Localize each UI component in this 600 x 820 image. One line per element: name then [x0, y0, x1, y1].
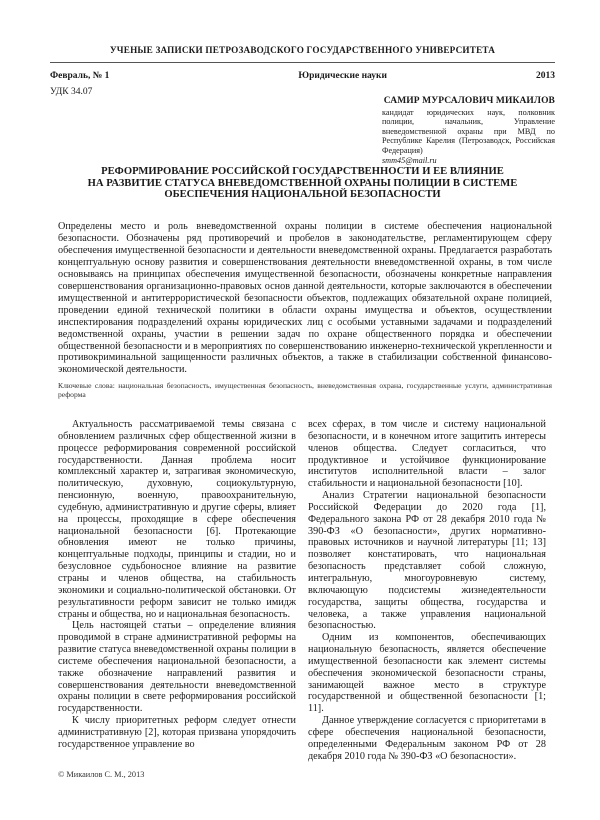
- author-email[interactable]: smm45@mail.ru: [382, 155, 437, 165]
- paragraph: Одним из компонентов, обеспечивающих национальную безопасность, является обеспечение имущественной безопасности как элемент системы обеспечения экономической безопасности страны, занимающей важное место в структуре государственной и общественной безопасности [1; 11].: [308, 632, 546, 715]
- section-name: Юридические науки: [298, 71, 388, 81]
- issue-info-row: [50, 71, 555, 81]
- keywords: Ключевые слова: национальная безопасность, имущественная безопасность, вневедомственная охрана, государственные услуги, административная реформа: [58, 381, 552, 400]
- body-column-right: [308, 419, 546, 762]
- title-line: ОБЕСПЕЧЕНИЯ НАЦИОНАЛЬНОЙ БЕЗОПАСНОСТИ: [164, 189, 441, 201]
- title-line: РЕФОРМИРОВАНИЕ РОССИЙСКОЙ ГОСУДАРСТВЕННОСТИ И ЕЕ ВЛИЯНИЕ: [101, 166, 504, 177]
- issue-number: Февраль, № 1: [50, 71, 110, 81]
- body-column-left: [58, 419, 296, 751]
- author-affiliation: кандидат юридических наук, полковник полиции, начальник, Управление вневедомственной охраны при МВД по Республике Карелия (Петрозаводск, Российская Федерация): [382, 107, 555, 155]
- author-name: САМИР МУРСАЛОВИЧ МИКАИЛОВ: [383, 96, 555, 106]
- article-title: [60, 166, 545, 201]
- paragraph: Данное утверждение согласуется с приоритетами в сфере обеспечения национальной безопасности, определенными Федеральным законом РФ от 28 декабря 2010 года № 390-ФЗ «О безопасности».: [308, 715, 546, 762]
- author-block: [382, 97, 555, 165]
- journal-title: УЧЕНЫЕ ЗАПИСКИ ПЕТРОЗАВОДСКОГО ГОСУДАРСТВЕННОГО УНИВЕРСИТЕТА: [109, 45, 496, 55]
- paragraph: всех сферах, в том числе и систему национальной безопасности, и в конечном итоге защитить интересы членов общества. Следует согласиться, что продуктивное и устойчивое функционирование институтов исполнительной власти – залог стабильности и национальной безопасности [10].: [308, 419, 546, 490]
- paragraph: Актуальность рассматриваемой темы связана с обновлением различных сфер общественной жизни в процессе реформирования современной российской государственности. Данная проблема носит комплексный характер и, затрагивая экономическую, политическую, духовную, социокультурную, пенсионную, военную, правоохранительную, судебную, административную и другие сферы, влияет на процессы, проходящие в сфере обеспечения национальной безопасности [6]. Протекающие обновления имеют не только причины, концептуальные подходы, принципы и стадии, но и безусловное судьбоносное влияние на развитие страны и членов общества, на стабильность экономики и социально-политической обстановки. От результативности реформ зависит не только имидж страны и общества, но и национальная безопасность.: [58, 419, 296, 620]
- issue-year: 2013: [536, 71, 555, 81]
- udk-code: УДК 34.07: [50, 87, 93, 97]
- title-line: НА РАЗВИТИЕ СТАТУСА ВНЕВЕДОМСТВЕННОЙ ОХРАНЫ ПОЛИЦИИ В СИСТЕМЕ: [87, 177, 518, 189]
- abstract: Определены место и роль вневедомственной охраны полиции в системе обеспечения национальной безопасности. Обозначены ряд противоречий и пробелов в законодательстве, регламентирующем сферу обеспечения имущественной безопасности и деятельности вневедомственной охраны. Предлагается разработать концептуальную основу развития и совершенствования деятельности вневедомственной охраны, в том числе основываясь на принципах обеспечения имущественной безопасности, обозначены конкретные направления совершенствования организационно-правовых основ данной деятельности, которые заключаются в обеспечении имущественной и антитеррористической безопасности объектов, подлежащих обязательной охране полицией, проведении единой технической политики в области охраны имущества и объектов, осуществлении инспектирования подразделений охраны юридических лиц с особыми уставными задачами и подразделений ведомственной охраны, участии в решении задач по охране общественного порядка и обеспечении общественной безопасности и в мероприятиях по совершенствованию инженерно-технической укрепленности и противокриминальной защищенности различных объектов, а также в стабилизации собственной финансово-экономической деятельности.: [58, 221, 552, 376]
- paragraph: Цель настоящей статьи – определение влияния проводимой в стране административной реформы на развитие статуса вневедомственной охраны полиции в системе обеспечения национальной безопасности, а также обозначение направлений развития и совершенствования деятельности вневедомственной охраны полиции в свете реформирования российской государственности.: [58, 620, 296, 715]
- paragraph: Анализ Стратегии национальной безопасности Российской Федерации до 2020 года [1], Федерального закона РФ от 28 декабря 2010 года № 390-ФЗ «О безопасности», других нормативно-правовых источников и научной литературы [11; 13] позволяет констатировать, что национальная безопасность представляет собой сложную, интегральную, многоуровневую систему, включающую подсистемы жизнедеятельности государства, защиты общества, государства и человека, а также управления национальной безопасностью.: [308, 490, 546, 632]
- paragraph: К числу приоритетных реформ следует отнести административную [2], которая призвана упорядочить государственное управление во: [58, 715, 296, 750]
- header-divider: [50, 62, 555, 63]
- copyright-notice: © Микаилов С. М., 2013: [58, 770, 145, 779]
